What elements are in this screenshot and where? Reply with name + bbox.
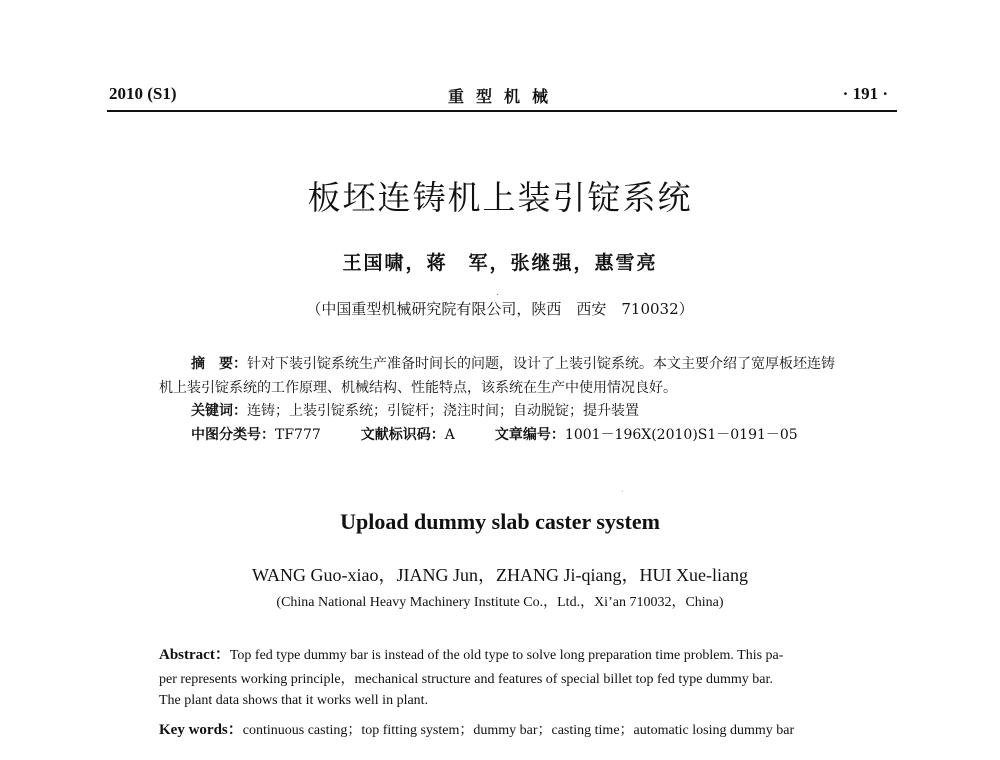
clc-label: 中图分类号： bbox=[191, 427, 275, 443]
chinese-keywords bbox=[191, 400, 639, 420]
chinese-abstract-text: 针对下装引锭系统生产准备时间长的问题，设计了上装引锭系统。本文主要介绍了宽厚板坯连铸机上装引锭系统的工作原理、机械结构、性能特点，该系统在生产中使用情况良好。 bbox=[159, 356, 835, 396]
chinese-affiliation: （中国重型机械研究院有限公司，陕西 西安 710032） bbox=[306, 300, 694, 318]
chinese-abstract bbox=[159, 352, 839, 400]
header-rule bbox=[107, 110, 897, 112]
stray-dot: · bbox=[496, 290, 500, 301]
stray-dot: · bbox=[621, 487, 624, 496]
english-keywords bbox=[159, 718, 859, 739]
doc-code-value: A bbox=[444, 427, 455, 443]
chinese-title: 板坯连铸机上装引锭系统 bbox=[307, 178, 693, 217]
journal-issue: 2010 (S1) bbox=[109, 84, 177, 103]
doc-code-label: 文献标识码： bbox=[360, 427, 445, 443]
article-no-value: 1001－196X(2010)S1－0191－05 bbox=[564, 427, 798, 443]
article-no-label: 文章编号： bbox=[494, 427, 565, 443]
chinese-keywords-label: 关键词： bbox=[191, 403, 247, 419]
chinese-keywords-text: 连铸；上装引锭系统；引锭杆；浇注时间；自动脱锭；提升装置 bbox=[247, 403, 639, 419]
english-keywords-text: continuous casting；top fitting system；dummy bar；casting time；automatic losing dummy bar bbox=[242, 723, 795, 738]
english-abstract-line: per represents working principle，mechanical structure and features of special billet top fed type dummy bar. bbox=[159, 672, 773, 687]
page-number: · 191 · bbox=[842, 84, 888, 103]
chinese-abstract-label: 摘 要： bbox=[191, 356, 247, 372]
classification-line bbox=[191, 424, 798, 444]
english-title: Upload dummy slab caster system bbox=[340, 509, 660, 534]
english-abstract-line bbox=[159, 643, 859, 664]
english-abstract-line: The plant data shows that it works well in plant. bbox=[159, 693, 429, 708]
english-authors: WANG Guo-xiao，JIANG Jun，ZHANG Ji-qiang，HUI Xue-liang bbox=[252, 565, 748, 585]
english-keywords-label: Key words： bbox=[159, 722, 243, 738]
chinese-authors: 王国啸，蒋 军，张继强，惠雪亮 bbox=[342, 252, 658, 274]
english-abstract-label: Abstract： bbox=[159, 647, 230, 663]
journal-name: 重 型 机 械 bbox=[447, 89, 552, 106]
english-abstract-text: Top fed type dummy bar is instead of the old type to solve long preparation time problem. This pa- bbox=[229, 648, 784, 663]
english-affiliation: (China National Heavy Machinery Institute Co.，Ltd.，Xi’an 710032，China) bbox=[276, 595, 724, 610]
clc-value: TF777 bbox=[275, 427, 321, 443]
